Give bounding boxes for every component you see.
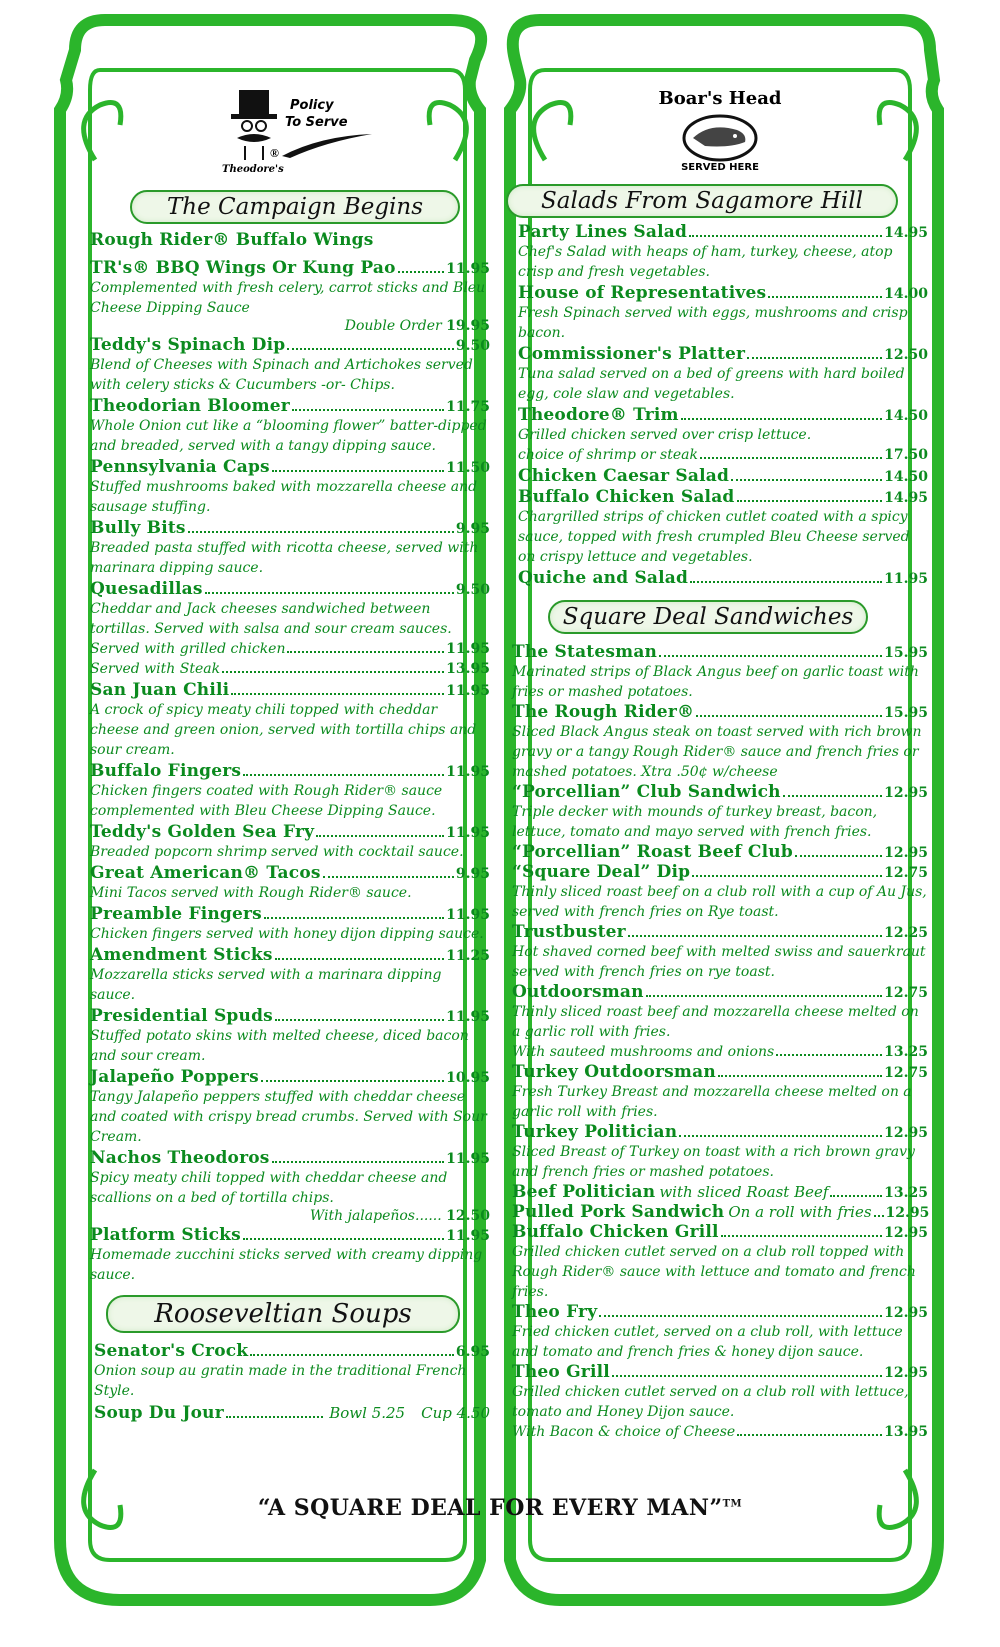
menu-item-row <box>518 568 928 588</box>
item-price: 14.50 <box>884 469 928 485</box>
sub-option-label: choice of shrimp or steak <box>518 447 698 463</box>
section-title-sandwiches: Square Deal Sandwiches <box>548 600 868 634</box>
dot-leader <box>222 671 444 673</box>
item-name: Soup Du Jour <box>94 1403 224 1423</box>
dot-leader <box>287 651 444 653</box>
menu-item-row <box>512 1182 928 1202</box>
item-description: Tuna salad served on a bed of greens with hard boiled egg, cole slaw and vegetables. <box>518 366 905 402</box>
item-name: Nachos Theodoros <box>90 1148 270 1168</box>
sub-option <box>512 1422 928 1442</box>
item-price: 10.95 <box>446 1070 490 1086</box>
item-price: 14.00 <box>884 286 928 302</box>
item-description: Chicken fingers coated with Rough Rider® sauce complemented with Bleu Cheese Dipping Sauce. <box>90 783 443 819</box>
item-description: Mini Tacos served with Rough Rider® sauce. <box>90 885 412 901</box>
item-price: 13.25 <box>884 1185 928 1201</box>
menu-item-row <box>94 1341 490 1361</box>
sandwich-list <box>512 642 928 1442</box>
item-price: 14.95 <box>884 225 928 241</box>
section-title-soups: Rooseveltian Soups <box>106 1295 460 1333</box>
item-name: Buffalo Chicken Grill <box>512 1222 719 1242</box>
menu-item-row <box>512 1122 928 1142</box>
menu-item <box>512 842 928 862</box>
menu-item <box>512 922 928 982</box>
item-price: 12.75 <box>884 1065 928 1081</box>
dot-leader <box>261 1080 444 1082</box>
item-price: 11.95 <box>446 261 490 277</box>
item-inline-desc: with sliced Roast Beef <box>659 1183 829 1201</box>
item-name: Quiche and Salad <box>518 568 689 588</box>
menu-item <box>518 466 928 486</box>
sub-option-label: Served with Steak <box>90 661 221 677</box>
item-price: 11.95 <box>446 764 490 780</box>
item-name: Theodore® Trim <box>518 405 679 425</box>
menu-item-row <box>94 1403 490 1423</box>
sub-option-price: 11.95 <box>446 641 490 657</box>
item-description: Grilled chicken cutlet served on a club roll topped with Rough Rider® sauce with lettuce and tomato and french fries. <box>512 1244 916 1300</box>
menu-item <box>518 487 928 567</box>
wings-heading: Rough Rider® Buffalo Wings <box>90 230 374 250</box>
dot-leader <box>264 917 444 919</box>
item-price: 9.50 <box>455 338 490 354</box>
menu-item <box>90 518 490 578</box>
item-name: Turkey Politician <box>512 1122 678 1142</box>
item-description: Onion soup au gratin made in the traditional French Style. <box>94 1363 467 1399</box>
item-description: Fresh Spinach served with eggs, mushrooms and crisp bacon. <box>518 305 908 341</box>
item-description: Chef's Salad with heaps of ham, turkey, cheese, atop crisp and fresh vegetables. <box>518 244 893 280</box>
dot-leader <box>243 1238 444 1240</box>
dot-leader <box>783 795 882 797</box>
item-description: Breaded pasta stuffed with ricotta cheese, served with marinara dipping sauce. <box>90 540 479 576</box>
item-name: Jalapeño Poppers <box>90 1067 259 1087</box>
dot-leader <box>272 470 444 472</box>
dot-leader <box>250 1354 454 1356</box>
item-name: Senator's Crock <box>94 1341 249 1361</box>
item-description: Stuffed potato skins with melted cheese, diced bacon and sour cream. <box>90 1028 469 1064</box>
item-price: 12.95 <box>884 785 928 801</box>
menu-item <box>512 1222 928 1302</box>
item-price: 12.95 <box>885 1205 930 1221</box>
item-price: 11.95 <box>446 1228 490 1244</box>
dot-leader <box>646 995 882 997</box>
menu-item-row <box>512 782 928 802</box>
menu-item-row <box>512 862 928 882</box>
dot-leader <box>874 1215 884 1217</box>
dot-leader <box>737 500 883 502</box>
sub-option-price: 13.95 <box>884 1424 928 1440</box>
menu-item <box>512 782 928 842</box>
served-here-text: SERVED HERE <box>681 162 759 173</box>
menu-item-row <box>90 1148 490 1168</box>
item-name: Amendment Sticks <box>90 945 273 965</box>
menu-item-row <box>90 457 490 477</box>
item-description: Marinated strips of Black Angus beef on garlic toast with fries or mashed potatoes. <box>512 664 919 700</box>
item-name: Great American® Tacos <box>90 863 321 883</box>
item-name: “Square Deal” Dip <box>512 862 691 882</box>
menu-item <box>518 222 928 282</box>
item-price: 12.75 <box>884 865 928 881</box>
menu-item <box>512 1202 928 1222</box>
menu-item <box>90 457 490 517</box>
menu-item-row <box>512 1302 928 1322</box>
swoosh-icon <box>280 130 375 160</box>
menu-item-row <box>90 945 490 965</box>
menu-item-row <box>90 761 490 781</box>
menu-item <box>512 1122 928 1182</box>
dot-leader <box>776 1054 882 1056</box>
item-price: 15.95 <box>884 645 928 661</box>
item-price: 11.25 <box>446 948 490 964</box>
menu-item-row <box>90 579 490 599</box>
item-description: Spicy meaty chili topped with cheddar cheese and scallions on a bed of tortilla chips. <box>90 1170 448 1206</box>
item-description: Triple decker with mounds of turkey breast, bacon, lettuce, tomato and mayo served with french fries. <box>512 804 878 840</box>
dot-leader <box>659 655 882 657</box>
item-description: Stuffed mushrooms baked with mozzarella cheese and sausage stuffing. <box>90 479 478 515</box>
menu-item-row <box>512 1062 928 1082</box>
sub-option <box>90 639 490 659</box>
boars-head-title: Boar's Head <box>658 88 782 109</box>
item-price: 11.75 <box>446 399 490 415</box>
item-description: Chicken fingers served with honey dijon dipping sauce. <box>90 926 484 942</box>
menu-item <box>512 1302 928 1362</box>
boar-head-icon <box>675 112 765 168</box>
menu-item-row <box>90 1067 490 1087</box>
item-name: Commissioner's Platter <box>518 344 746 364</box>
sub-option <box>90 659 490 679</box>
item-price: 14.95 <box>884 490 928 506</box>
menu-item <box>512 1362 928 1442</box>
item-name: Party Lines Salad <box>518 222 688 242</box>
item-note <box>90 1208 490 1224</box>
dot-leader <box>188 531 454 533</box>
boars-head-logo <box>640 88 800 180</box>
menu-item <box>90 761 490 821</box>
dot-leader <box>692 875 882 877</box>
menu-item-row <box>90 904 490 924</box>
item-name: Bully Bits <box>90 518 186 538</box>
item-price: 12.25 <box>884 925 928 941</box>
item-name: Theodorian Bloomer <box>90 396 290 416</box>
menu-item-row <box>518 466 928 486</box>
item-description: Blend of Cheeses with Spinach and Artichokes served with celery sticks & Cucumbers -or- Chips. <box>90 357 473 393</box>
dot-leader <box>737 1434 882 1436</box>
theodores-script: Theodore's <box>222 164 284 175</box>
item-description: Tangy Jalapeño peppers stuffed with cheddar cheese and coated with crispy bread crumbs. Served with Sour Cream. <box>90 1089 487 1145</box>
dot-leader <box>795 855 882 857</box>
menu-item-row <box>90 396 490 416</box>
menu-item <box>90 863 490 903</box>
dot-leader <box>696 715 882 717</box>
item-price: 6.95 <box>455 1344 490 1360</box>
cup-price: Cup 4.50 <box>421 1404 490 1422</box>
dot-leader <box>721 1235 882 1237</box>
item-description: Grilled chicken served over crisp lettuce. <box>518 427 812 443</box>
dot-leader <box>316 835 444 837</box>
sub-option-label: With Bacon & choice of Cheese <box>512 1424 736 1440</box>
menu-item-row <box>90 335 490 355</box>
menu-item-row <box>518 222 928 242</box>
dot-leader <box>243 774 444 776</box>
sub-option <box>518 445 928 465</box>
item-price: 12.95 <box>884 1125 928 1141</box>
item-price: 11.95 <box>446 1009 490 1025</box>
dot-leader <box>747 357 882 359</box>
menu-item-row <box>512 1222 928 1242</box>
item-description: Mozzarella sticks served with a marinara dipping sauce. <box>90 967 442 1003</box>
menu-item <box>518 405 928 465</box>
item-price: 9.95 <box>455 521 490 537</box>
item-name: Presidential Spuds <box>90 1006 273 1026</box>
dot-leader <box>689 235 882 237</box>
menu-item <box>90 945 490 1005</box>
menu-item <box>90 1067 490 1147</box>
menu-item-row <box>512 982 928 1002</box>
menu-item <box>518 568 928 588</box>
menu-item <box>90 1225 490 1285</box>
menu-item <box>512 1062 928 1122</box>
menu-item-row <box>90 1006 490 1026</box>
item-price: 14.50 <box>884 408 928 424</box>
menu-item-row <box>90 863 490 883</box>
menu-item <box>90 396 490 456</box>
item-name: Teddy's Spinach Dip <box>90 335 286 355</box>
dot-leader <box>275 1019 444 1021</box>
item-description: Homemade zucchini sticks served with creamy dipping sauce. <box>90 1247 483 1283</box>
item-name: Preamble Fingers <box>90 904 262 924</box>
item-name: Quesadillas <box>90 579 203 599</box>
item-name: San Juan Chili <box>90 680 230 700</box>
appetizer-list <box>90 258 490 1285</box>
menu-item <box>90 258 490 334</box>
dot-leader <box>628 935 882 937</box>
item-price: 12.95 <box>884 1225 928 1241</box>
menu-item-row <box>518 487 928 507</box>
dot-leader <box>700 457 882 459</box>
menu-item <box>512 1182 928 1202</box>
right-column <box>512 188 930 1442</box>
item-name: Buffalo Chicken Salad <box>518 487 735 507</box>
item-price: 12.75 <box>884 985 928 1001</box>
registered-mark: ® <box>270 146 279 160</box>
dot-leader <box>231 693 444 695</box>
item-price: 12.95 <box>884 1305 928 1321</box>
menu-item-row <box>90 258 490 278</box>
dot-leader <box>323 876 454 878</box>
note-price: 19.95 <box>446 318 490 334</box>
sub-option-price: 13.95 <box>446 661 490 677</box>
sub-option-price: 17.50 <box>884 447 928 463</box>
menu-item <box>90 904 490 944</box>
salad-list <box>518 222 928 588</box>
left-column <box>90 190 490 1425</box>
menu-item-row <box>512 702 928 722</box>
item-price: 11.95 <box>446 683 490 699</box>
menu-item-row <box>518 344 928 364</box>
item-name: Theo Fry <box>512 1302 598 1322</box>
item-description: Chargrilled strips of chicken cutlet coated with a spicy sauce, topped with fresh crumpled Bleu Cheese served on crispy lettuce and vegetables. <box>518 509 910 565</box>
dot-leader <box>226 1416 323 1418</box>
menu-item-row <box>512 1362 928 1382</box>
sub-option <box>512 1042 928 1062</box>
menu-item-row <box>90 680 490 700</box>
dot-leader <box>599 1315 882 1317</box>
item-description: Breaded popcorn shrimp served with cocktail sauce. <box>90 844 464 860</box>
item-price: 12.50 <box>884 347 928 363</box>
trademark-mark: TM <box>722 1498 743 1510</box>
item-price: 9.95 <box>455 866 490 882</box>
sub-option-label: Served with grilled chicken <box>90 641 286 657</box>
dot-leader <box>398 271 445 273</box>
note-label: With jalapeños...... <box>309 1208 442 1224</box>
menu-item <box>512 702 928 782</box>
menu-item <box>90 822 490 862</box>
item-price: 11.95 <box>446 907 490 923</box>
item-description: Grilled chicken cutlet served on a club roll with lettuce, tomato and Honey Dijon sauce. <box>512 1384 909 1420</box>
item-name: Platform Sticks <box>90 1225 241 1245</box>
item-name: Outdoorsman <box>512 982 644 1002</box>
menu-item-row <box>518 283 928 303</box>
item-name: The Rough Rider® <box>512 702 695 722</box>
item-name: Pulled Pork Sandwich <box>512 1202 725 1222</box>
item-name: Teddy's Golden Sea Fry <box>90 822 315 842</box>
item-description: Sliced Black Angus steak on toast served with rich brown gravy or a tangy Rough Rider® sauce and french fries or mashed potatoes. Xtra .50¢ w/cheese <box>512 724 922 780</box>
item-price: 11.95 <box>446 825 490 841</box>
item-price: 11.95 <box>884 571 928 587</box>
item-description: Sliced Breast of Turkey on toast with a rich brown gravy and french fries or mashed potatoes. <box>512 1144 915 1180</box>
menu-item-row <box>512 1202 928 1222</box>
item-description: Fried chicken cutlet, served on a club roll, with lettuce and tomato and french fries & honey dijon sauce. <box>512 1324 903 1360</box>
item-description: Hot shaved corned beef with melted swiss and sauerkraut served with french fries on rye toast. <box>512 944 926 980</box>
footer-slogan <box>0 1495 1000 1521</box>
dot-leader <box>731 479 882 481</box>
item-inline-desc: On a roll with fries <box>728 1203 872 1221</box>
menu-item <box>512 982 928 1062</box>
theodores-logo <box>222 88 380 180</box>
sub-option-label: With sauteed mushrooms and onions <box>512 1044 775 1060</box>
menu-item <box>90 335 490 395</box>
note-label: Double Order <box>344 318 442 334</box>
bowl-price: Bowl 5.25 <box>329 1404 406 1422</box>
dot-leader <box>681 418 882 420</box>
menu-item <box>94 1403 490 1423</box>
menu-item-row <box>518 405 928 425</box>
dot-leader <box>275 958 444 960</box>
item-name: “Porcellian” Club Sandwich <box>512 782 781 802</box>
item-name: House of Representatives <box>518 283 767 303</box>
item-price: 12.95 <box>884 845 928 861</box>
to-serve-text: To Serve <box>285 115 348 130</box>
section-title-campaign: The Campaign Begins <box>130 190 460 224</box>
menu-item <box>90 1006 490 1066</box>
item-name: Beef Politician <box>512 1182 656 1202</box>
dot-leader <box>830 1195 882 1197</box>
dot-leader <box>768 296 882 298</box>
menu-item-row <box>512 642 928 662</box>
item-name: Turkey Outdoorsman <box>512 1062 716 1082</box>
dot-leader <box>690 581 882 583</box>
item-description: Whole Onion cut like a “blooming flower” batter-dipped and breaded, served with a tangy dipping sauce. <box>90 418 487 454</box>
dot-leader <box>205 592 454 594</box>
item-name: Buffalo Fingers <box>90 761 242 781</box>
item-name: The Statesman <box>512 642 658 662</box>
menu-item <box>512 862 928 922</box>
soup-list <box>90 1341 490 1423</box>
menu-item <box>90 1148 490 1224</box>
item-description: Fresh Turkey Breast and mozzarella cheese melted on a garlic roll with fries. <box>512 1084 912 1120</box>
menu-item-row <box>90 518 490 538</box>
item-note <box>90 318 490 334</box>
dot-leader <box>718 1075 882 1077</box>
menu-item-row <box>512 922 928 942</box>
item-name: Pennsylvania Caps <box>90 457 270 477</box>
section-title-salads: Salads From Sagamore Hill <box>506 184 898 218</box>
menu-item-row <box>90 822 490 842</box>
menu-item <box>90 680 490 760</box>
item-price: 15.95 <box>884 705 928 721</box>
policy-text: Policy <box>290 98 334 113</box>
menu-item <box>512 642 928 702</box>
item-name: “Porcellian” Roast Beef Club <box>512 842 793 862</box>
slogan-text: “A SQUARE DEAL FOR EVERY MAN” <box>257 1495 723 1521</box>
menu-item-row <box>512 842 928 862</box>
item-name: TR's® BBQ Wings Or Kung Pao <box>90 258 396 278</box>
dot-leader <box>272 1161 445 1163</box>
item-name: Theo Grill <box>512 1362 610 1382</box>
menu-item <box>94 1341 490 1401</box>
menu-item <box>518 283 928 343</box>
menu-item-row <box>90 1225 490 1245</box>
item-description: A crock of spicy meaty chili topped with cheddar cheese and green onion, served with tortilla chips and sour cream. <box>90 702 477 758</box>
item-name: Trustbuster <box>512 922 626 942</box>
item-description: Complemented with fresh celery, carrot sticks and Bleu Cheese Dipping Sauce <box>90 280 486 316</box>
item-description: Thinly sliced roast beef and mozzarella cheese melted on a garlic roll with fries. <box>512 1004 919 1040</box>
dot-leader <box>287 348 454 350</box>
item-price: 9.50 <box>455 582 490 598</box>
menu-item <box>518 344 928 404</box>
menu-item <box>90 579 490 679</box>
dot-leader <box>292 409 444 411</box>
sub-option-price: 13.25 <box>884 1044 928 1060</box>
note-price: 12.50 <box>446 1208 490 1224</box>
item-name: Chicken Caesar Salad <box>518 466 730 486</box>
dot-leader <box>612 1375 882 1377</box>
item-description: Thinly sliced roast beef on a club roll with a cup of Au Jus, served with french fries on Rye toast. <box>512 884 927 920</box>
item-description: Cheddar and Jack cheeses sandwiched between tortillas. Served with salsa and sour cream sauces. <box>90 601 452 637</box>
dot-leader <box>679 1135 882 1137</box>
item-price: 11.50 <box>446 460 490 476</box>
item-price: 11.95 <box>446 1151 490 1167</box>
item-price: 12.95 <box>884 1365 928 1381</box>
